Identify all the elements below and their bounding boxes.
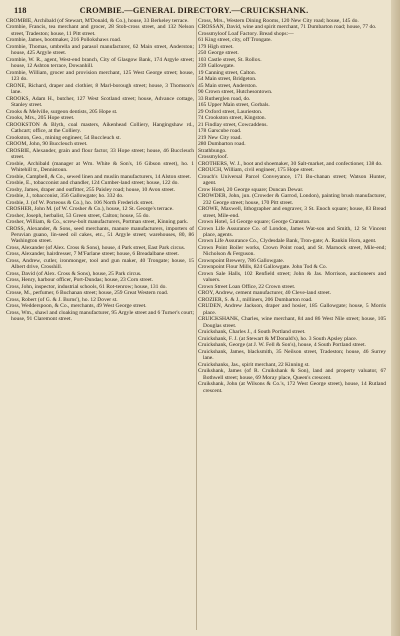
directory-entry: Crosbie, E., tobacconist and chandler, 124 Cumber-land street; house, 122 do.: [6, 180, 179, 187]
page-header: [14, 6, 374, 18]
directory-entry: Crosbie, J., tobacconist, 356 Gallowgate; ho. 332 do.: [6, 193, 124, 200]
directory-entry: Crown Street Loan Office, 22 Crown street.: [198, 283, 296, 290]
directory-entry: Crown Hotel, 54 George square; George Cranston.: [198, 219, 311, 226]
directory-entry: Crouch's Universal Parcel Conveyance, 171 Bu-chanan street; Watson Hunter, agent.: [198, 173, 386, 187]
right-column: [198, 18, 386, 632]
directory-entry: CROSS, Alexander, & Sons, seed merchants, manure manufacturers, importers of Peruvian guano, lin-seed oil cakes, etc., 51 Argyle street; warehouses, 80, 86 Washington street.: [6, 225, 194, 245]
directory-entry: 179 High street.: [198, 43, 234, 50]
directory-entry: Cruickshanks, Jas., spirit merchant, 22 Kinning st.: [198, 361, 310, 368]
directory-entry: CROOKSTON & Blyth, coal masters, Aikenhead Colliery, Hangingshaw rd., Cathcart; office, at the Colliery.: [6, 121, 194, 135]
directory-entry: Crombie, James, bootmaker, 216 Pollokshaws road.: [6, 37, 122, 44]
directory-entry: 54 Main street, Bridgeton.: [198, 76, 257, 83]
directory-entry: 29 Oxford street, Laurieston.: [198, 108, 263, 115]
directory-entry: Cruickshank, Charles J., 4 South Portland street.: [198, 329, 306, 336]
directory-entry: 33 Rutherglen road, do.: [198, 95, 251, 102]
directory-entry: Crombie, Francis, tea merchant and grocer, 28 Stob-cross street, and 132 Nelson street, Tradeston; house, 11 Pitt street.: [6, 24, 194, 37]
directory-entry: Cross, John, inspector, industrial schools, 61 Rot-tenrow; house, 131 do.: [6, 283, 167, 290]
page-number: 118: [14, 6, 27, 15]
directory-entry: Crombie, William, grocer and provision merchant, 125 West George street; house, 123 do.: [6, 69, 194, 83]
directory-entry: Cruickshank, George (at J. W. Fell & Son's), house, 4 South Portland street.: [198, 342, 366, 349]
directory-entry: Crooks, Mrs., 205 Hope street.: [6, 115, 75, 122]
directory-entry: CRONE, Richard, draper and clothier, 8 Marl-borough street; house, 3 Thomson's lane.: [6, 82, 194, 96]
directory-entry: CROOM, John, 90 Buccleuch street.: [6, 141, 88, 148]
directory-entry: 103 Castle street, St. Rollox.: [198, 56, 262, 63]
directory-entry: 239 Gallowgate.: [198, 63, 235, 70]
directory-entry: Crosby, James, draper and outfitter, 255 Paisley road; house, 10 Avon street.: [6, 186, 176, 193]
directory-entry: Crombie, Thomas, umbrella and parasol manufacturer, 62 Main street, Anderston; house, 425 Argyle street.: [6, 43, 194, 57]
directory-entry: CROZIER, S. & J., milliners, 206 Dumbarton road.: [198, 296, 313, 303]
directory-entry: CROSBIE, Alexander, grain and flour factor, 33 Hope street; house, 46 Buccleuch street.: [6, 147, 194, 161]
directory-entry: Crosher, William, & Co., screw-bolt manufacturers, Portman street, Kinning park.: [6, 219, 189, 226]
directory-entry: Crown Sale Halls, 102 Renfield street; John & Jas. Morrison, auctioneers and valuers.: [198, 270, 386, 284]
directory-entry: CROUCH, William, civil engineer, 175 Hope street.: [198, 167, 314, 174]
directory-entry: Crossmyloof Loaf Factory. Bread shops:—: [198, 30, 294, 37]
directory-entry: CROWDER, John, jun. (Crowder & Garrod, London), painting brush manufacturer, 232 George street; house, 170 Pitt street.: [198, 193, 386, 206]
directory-entry: Cross, Andrew, cutler, ironmonger, tool and gun maker, 40 Trongate; house, 15 Albert drive, Crosshill.: [6, 257, 194, 271]
directory-entry: Crow Hotel, 20 George square; Duncan Dewar.: [198, 186, 304, 193]
directory-entry: CROWE, Maxwell, lithographer and engraver, 3 St. Enoch square; house, 83 Bread street, Mile-end.: [198, 206, 386, 219]
directory-entry: CROSHER, John M. (of W. Crosher & Co.), house, 12 St. George's terrace.: [6, 206, 174, 213]
directory-entry: Crosbie, J. (of W. Porteous & Co.), ho. 106 North Frederick street.: [6, 199, 154, 206]
directory-columns: [6, 18, 390, 632]
directory-entry: 45 Main street, Anderston.: [198, 82, 258, 89]
directory-entry: 219 New City road.: [198, 134, 242, 141]
directory-entry: Crownpoint Flour Mills, 824 Gallowgate. John Tod & Co.: [198, 264, 328, 271]
directory-entry: Crown Life Assurance Co. of London, James Wat-son and Smith, 12 St Vincent place, agents.: [198, 225, 386, 238]
directory-entry: Crosbie, Archibald (manager at Wm. White & Son's, 16 Gibson street), ho. 1 Whitehill tr., Dennistoun.: [6, 160, 194, 174]
directory-entry: Crosbie, Campbell, & Co., sewed linen and muslin manufacturers, 14 Alston street.: [6, 173, 192, 180]
directory-entry: Crosher, Joseph, herbalist, 53 Green street, Calton; house, 55 do.: [6, 212, 150, 219]
directory-entry: Cross, Henry, harbour officer, Port-Dundas; house, 23 Corn street.: [6, 277, 154, 284]
directory-entry: CROMBIE, Archibald (of Stewart, M'Donald, & Co.), house, 33 Berkeley terrace.: [6, 18, 189, 24]
directory-entry: Crooks & Melville, surgeon dentists, 205 Hope st.: [6, 108, 118, 115]
directory-entry: 250 George street.: [198, 50, 239, 57]
directory-entry: Cross, Robert (of G. & J. Burns'), ho. 12 Dover st.: [6, 296, 118, 303]
directory-entry: Cross, Wedderspoon, & Co., merchants, 49 West George street.: [6, 303, 147, 310]
page-edge: [391, 0, 400, 636]
directory-entry: Crownpoint Brewery, 786 Gallowgate.: [198, 257, 285, 264]
directory-entry: CROOKS, Adam H., butcher, 127 West Scotland street; house, Advance cottage, Stanley street.: [6, 95, 194, 109]
directory-entry: Crookston, Geo., mining engineer, 54 Buccleuch st.: [6, 134, 121, 141]
directory-entry: CRUDEN, Andrew Jackson, draper and hosier, 185 Gallowgate; house, 5 Morris place.: [198, 303, 386, 316]
directory-entry: 178 Garscube road.: [198, 128, 242, 135]
directory-entry: Crossmyloof.: [198, 154, 229, 161]
directory-entry: 61 King street, city, off Trongate.: [198, 37, 272, 44]
directory-entry: Cross, Wm., shawl and cloaking manufacturer, 95 Argyle street and 6 Turner's court; house, 91 Claremont street.: [6, 309, 194, 323]
directory-entry: 19 Canning street, Calton.: [198, 69, 257, 76]
directory-entry: CROY, Andrew, cement manufacturer, 40 Cleve-land street.: [198, 290, 332, 297]
directory-entry: Crosse, M., perfumer, 6 Buchanan street; house, 259 Great Western road.: [6, 290, 169, 297]
directory-entry: 280 Dumbarton road.: [198, 141, 246, 148]
directory-entry: Crown Life Assurance Co., Clydesdale Bank, Tron-gate; A. Rankin Horn, agent.: [198, 238, 377, 245]
directory-entry: CRUICKSHANK, Charles, wine merchant, 84 and 86 West Nile street; house, 105 Douglas street.: [198, 316, 386, 329]
column-divider: [196, 18, 197, 630]
directory-entry: Crombie, W. R., agent, West-end branch, City of Glasgow Bank, 174 Argyle street; house, 12 Ashton terrace, Dowanhill.: [6, 56, 194, 70]
directory-entry: Cruikshank, John (at Wilsons & Co.'s, 172 West George street), house, 14 Rutland crescent.: [198, 381, 386, 394]
directory-entry: Cruickshank, F. J. (at Stewart & M'Donald's), ho. 3 South Apsley place.: [198, 335, 358, 342]
directory-entry: CROTHERS, W. J., boot and shoemaker, 30 Salt-market, and confectioner, 138 do.: [198, 160, 383, 167]
directory-entry: Crown Point Boiler works, Crown Point road, and St. Marnock street, Mile-end; Nicholson & Ferguson.: [198, 244, 386, 258]
directory-entry: Cross, Alexander (of Alex. Cross & Sons), house, 4 Park street, East Park circus.: [6, 244, 186, 251]
directory-entry: 165 Upper Main street, Gorbals.: [198, 102, 270, 109]
directory-entry: 90 Crown street, Hutchesontown.: [198, 89, 273, 96]
directory-entry: Strathbungo.: [198, 147, 227, 154]
directory-entry: Cruikshank, James (of R. Cruikshank & Son), land and property valuator, 67 Bothwell street; house, 69 Moray place, Queen's crescent.: [198, 368, 386, 381]
directory-entry: Cross, David (of Alex. Cross & Sons), house, 25 Park circus.: [6, 270, 142, 277]
directory-entry: Cross, Alexander, hairdresser, 7 M'Farlane street; house, 6 Breadalbane street.: [6, 251, 180, 258]
directory-entry: 74 Crookston street, Kingston.: [198, 115, 266, 122]
directory-entry: 21 Findlay street, Cowcaddens.: [198, 121, 268, 128]
directory-entry: Cross, Mrs., Western Dining Rooms, 120 New City road; house, 145 do.: [198, 18, 359, 24]
page-title: CROMBIE.—GENERAL DIRECTORY.—CRUICKSHANK.: [79, 6, 309, 15]
left-column: [6, 18, 194, 632]
directory-entry: Cruickshank, James, blacksmith, 35 Neilson street, Tradeston; house, 46 Surrey lane.: [198, 348, 386, 362]
directory-entry: CROSSAN, David, wine and spirit merchant, 71 Dumbarton road; house, 77 do.: [198, 24, 377, 31]
